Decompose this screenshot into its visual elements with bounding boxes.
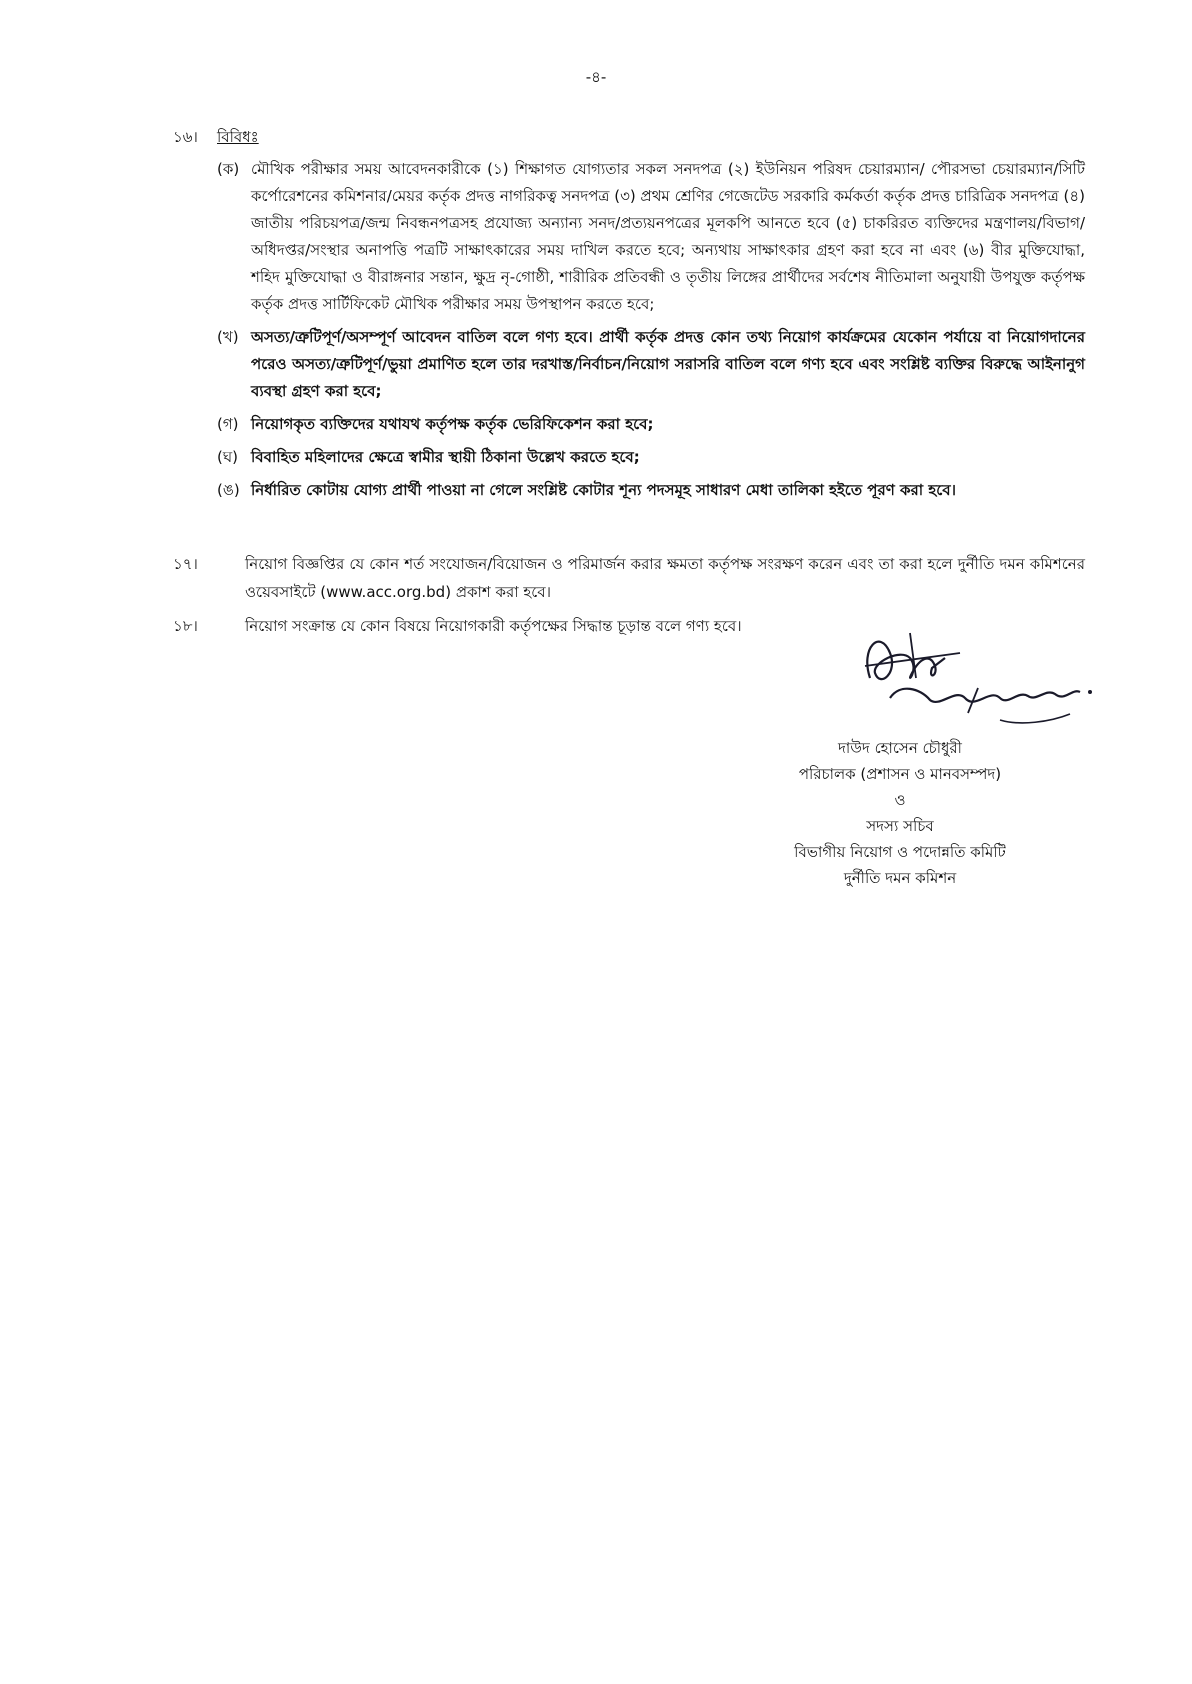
sub-item-text: বিবাহিত মহিলাদের ক্ষেত্রে স্বামীর স্থায়ী ঠিকানা উল্লেখ করতে হবে;	[251, 448, 640, 466]
section-number: ১৮।	[173, 617, 198, 635]
sub-item	[217, 477, 1085, 504]
sub-item-text: নিয়োগকৃত ব্যক্তিদের যথাযথ কর্তৃপক্ষ কর্তৃক ভেরিফিকেশন করা হবে;	[251, 415, 654, 433]
sub-item-text: মৌখিক পরীক্ষার সময় আবেদনকারীকে (১) শিক্ষাগত যোগ্যতার সকল সনদপত্র (২) ইউনিয়ন পরিষদ চেয়ারম্যান/ পৌরসভা চেয়ারম্যান/সিটি কর্পোরেশনের কমিশনার/মেয়র কর্তৃক প্রদত্ত নাগরিকত্ব সনদপত্র (৩) প্রথম শ্রেণির গেজেটেড সরকারি কর্মকর্তা কর্তৃক প্রদত্ত চারিত্রিক সনদপত্র (৪) জাতীয় পরিচয়পত্র/জন্ম নিবন্ধনপত্রসহ প্রযোজ্য অন্যান্য সনদ/প্রত্যয়নপত্রের মূলকপি আনতে হবে (৫) চাকরিরত ব্যক্তিদের মন্ত্রণালয়/বিভাগ/অধিদপ্তর/সংস্থার অনাপত্তি পত্রটি সাক্ষাৎকারের সময় দাখিল করতে হবে; অন্যথায় সাক্ষাৎকার গ্রহণ করা হবে না এবং (৬) বীর মুক্তিযোদ্ধা, শহিদ মুক্তিযোদ্ধা ও বীরাঙ্গনার সন্তান, ক্ষুদ্র নৃ-গোষ্ঠী, শারীরিক প্রতিবন্ধী ও তৃতীয় লিঙ্গের প্রার্থীদের সর্বশেষ নীতিমালা অনুযায়ী উপযুক্ত কর্তৃপক্ষ কর্তৃক প্রদত্ত সার্টিফিকেট মৌখিক পরীক্ষার সময় উপস্থাপন করতে হবে;	[251, 160, 1085, 313]
section-17	[173, 550, 1085, 606]
signatory-name: দাউদ হোসেন চৌধুরী	[838, 739, 962, 757]
sub-item-text: অসত্য/ত্রুটিপূর্ণ/অসম্পূর্ণ আবেদন বাতিল বলে গণ্য হবে। প্রার্থী কর্তৃক প্রদত্ত কোন তথ্য নিয়োগ কার্যক্রমের যেকোন পর্যায়ে বা নিয়োগদানের পরেও অসত্য/ত্রুটিপূর্ণ/ভুয়া প্রমাণিত হলে তার দরখাস্ত/নির্বাচন/নিয়োগ সরাসরি বাতিল বলে গণ্য হবে এবং সংশ্লিষ্ট ব্যক্তির বিরুদ্ধে আইনানুগ ব্যবস্থা গ্রহণ করা হবে;	[251, 328, 1085, 400]
signatory-committee: বিভাগীয় নিয়োগ ও পদোন্নতি কমিটি	[794, 843, 1006, 861]
sub-item-label: (ক)	[217, 160, 240, 178]
sub-item-label: (ঙ)	[217, 481, 240, 499]
sub-item-text: নির্ধারিত কোটায় যোগ্য প্রার্থী পাওয়া না গেলে সংশ্লিষ্ট কোটার শূন্য পদসমূহ সাধারণ মেধা তালিকা হইতে পূরণ করা হবে।	[251, 481, 956, 499]
sub-item	[217, 411, 1085, 438]
signatory-title-secondary: সদস্য সচিব	[866, 817, 934, 835]
sub-item-label: (ঘ)	[217, 448, 238, 466]
sub-item-list	[217, 156, 1085, 510]
section-heading: বিবিধঃ	[217, 128, 259, 146]
section-number: ১৬।	[173, 128, 198, 146]
sub-item-label: (খ)	[217, 328, 239, 346]
sub-item	[217, 156, 1085, 318]
signatory-title: পরিচালক (প্রশাসন ও মানবসম্পদ)	[798, 765, 1002, 783]
sub-item-label: (গ)	[217, 415, 239, 433]
signatory-block	[760, 735, 1040, 891]
sub-item	[217, 444, 1085, 471]
section-text: নিয়োগ বিজ্ঞপ্তির যে কোন শর্ত সংযোজন/বিয়োজন ও পরিমার্জন করার ক্ষমতা কর্তৃপক্ষ সংরক্ষণ করেন এবং তা করা হলে দুর্নীতি দমন কমিশনের ওয়েবসাইটে (www.acc.org.bd) প্রকাশ করা হবে।	[245, 555, 1085, 601]
handwritten-signature	[850, 618, 1100, 728]
sub-item	[217, 324, 1085, 405]
signatory-organization: দুর্নীতি দমন কমিশন	[843, 869, 957, 887]
page-number: -৪-	[585, 68, 607, 86]
section-text: নিয়োগ সংক্রান্ত যে কোন বিষয়ে নিয়োগকারী কর্তৃপক্ষের সিদ্ধান্ত চূড়ান্ত বলে গণ্য হবে।	[245, 617, 742, 635]
section-number: ১৭।	[173, 555, 198, 573]
signatory-conjunction: ও	[894, 791, 906, 809]
